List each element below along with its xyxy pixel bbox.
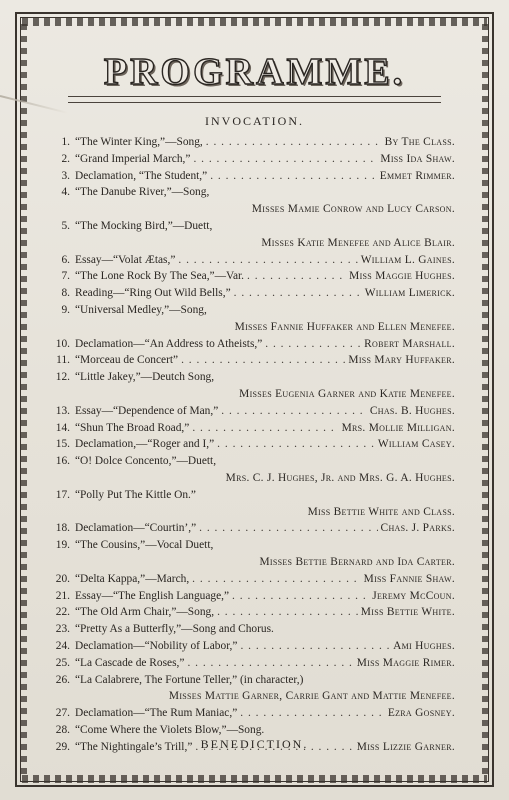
item-number: 27. <box>55 707 70 720</box>
dot-leader <box>265 336 361 353</box>
item-number: 29. <box>55 740 70 753</box>
chain-border-top <box>22 18 487 26</box>
programme-item <box>50 621 455 638</box>
item-number: 8. <box>61 287 70 300</box>
item-number: 24. <box>55 639 70 652</box>
dot-leader <box>234 285 362 302</box>
item-number: 22. <box>55 606 70 619</box>
item-number: 12. <box>55 371 70 384</box>
item-number: 26. <box>55 673 70 686</box>
item-title: “Morceau de Concert” <box>75 354 179 367</box>
dot-leader <box>217 604 358 621</box>
item-title: “The Mocking Bird,”—Duett, <box>75 219 213 232</box>
item-title: “Little Jakey,”—Deutch Song, <box>75 371 215 384</box>
programme-item <box>50 302 455 319</box>
dot-leader <box>181 352 345 369</box>
item-number: 17. <box>55 488 70 501</box>
programme-item <box>50 571 455 588</box>
programme-item <box>50 352 455 369</box>
item-number: 19. <box>55 539 70 552</box>
item-number: 14. <box>55 421 70 434</box>
dot-leader <box>192 571 360 588</box>
programme-item <box>50 420 455 437</box>
item-performer: Emmet Rimmer. <box>379 169 455 182</box>
dot-leader <box>221 403 367 420</box>
item-number: 20. <box>55 572 70 585</box>
programme-item <box>50 672 455 689</box>
programme-title: PROGRAMME. <box>103 51 406 93</box>
item-performer: Ezra Gosney. <box>387 707 455 720</box>
programme-item <box>50 453 455 470</box>
item-title: Declamation—“An Address to Atheists,” <box>75 337 263 350</box>
dot-leader <box>240 638 390 655</box>
item-title: “Grand Imperial March,” <box>75 152 191 165</box>
item-title: “The Nightingale’s Trill,” <box>75 740 193 753</box>
programme-item <box>50 604 455 621</box>
item-performer: By The Class. <box>384 136 455 148</box>
item-performer: William Limerick. <box>364 287 455 300</box>
item-number: 3. <box>61 169 70 182</box>
item-performer: Miss Mary Huffaker. <box>348 354 455 367</box>
item-number: 11. <box>56 354 70 367</box>
item-number: 7. <box>61 270 70 283</box>
programme-item <box>50 184 455 201</box>
programme-item <box>50 285 455 302</box>
item-performers-line: Misses Mattie Garner, Carrie Gant and Mattie Menefee. <box>168 690 455 703</box>
programme-item <box>50 705 455 722</box>
item-title: Declamation, “The Student,” <box>75 169 208 182</box>
chain-border-right <box>482 24 488 776</box>
programme-item <box>50 168 455 185</box>
item-title: Essay—“The English Language,” <box>75 589 230 602</box>
item-number: 25. <box>55 656 70 669</box>
item-title: “La Calabrere, The Fortune Teller,” (in character,) <box>75 673 304 686</box>
item-number: 21. <box>55 589 70 602</box>
programme-item <box>50 655 455 672</box>
item-number: 23. <box>55 623 70 636</box>
item-number: 18. <box>55 522 70 535</box>
item-title: “Pretty As a Butterfly,”—Song and Chorus. <box>75 623 274 636</box>
dot-leader <box>240 705 385 722</box>
item-performers-line: Misses Bettie Bernard and Ida Carter. <box>259 555 455 568</box>
item-performers-line: Miss Bettie White and Class. <box>307 505 455 518</box>
item-performer: Jeremy McCoun. <box>372 589 455 602</box>
item-title: “The Old Arm Chair,”—Song, <box>75 606 215 619</box>
benediction-heading: BENEDICTION. <box>200 737 309 751</box>
item-number: 28. <box>55 723 70 736</box>
item-performer: Ami Hughes. <box>393 639 455 652</box>
dot-leader <box>193 151 377 168</box>
item-number: 1. <box>61 136 70 148</box>
item-performer: Mrs. Mollie Milligan. <box>341 421 455 434</box>
dot-leader <box>206 134 382 151</box>
item-title: Declamation—“Courtin’,” <box>75 522 197 535</box>
dot-leader <box>199 520 377 537</box>
programme-item <box>50 336 455 353</box>
programme-item <box>50 638 455 655</box>
item-number: 2. <box>61 152 70 165</box>
dot-leader <box>247 268 346 285</box>
item-performers-line: Misses Eugenia Garner and Katie Menefee. <box>239 387 455 400</box>
item-number: 4. <box>61 186 70 199</box>
item-number: 16. <box>55 455 70 468</box>
item-performer: Miss Maggie Hughes. <box>349 270 455 283</box>
programme-item <box>50 588 455 605</box>
dot-leader <box>210 168 377 185</box>
invocation-heading: INVOCATION. <box>205 114 304 128</box>
programme-item <box>50 218 455 235</box>
item-title: Declamation—“The Rum Maniac,” <box>75 707 238 720</box>
dot-leader <box>232 588 369 605</box>
item-performer: Miss Bettie White. <box>360 606 455 619</box>
title-rule <box>68 96 441 103</box>
dot-leader <box>192 420 338 437</box>
programme-item <box>50 369 455 386</box>
item-performers-line: Misses Fannie Huffaker and Ellen Menefee. <box>234 320 455 333</box>
item-title: “Come Where the Violets Blow,”—Song. <box>75 723 265 736</box>
item-performer: Miss Lizzie Garner. <box>356 740 455 753</box>
item-title: “The Lone Rock By The Sea,”—Var. <box>75 270 245 283</box>
item-title: “La Cascade de Roses,” <box>75 656 185 669</box>
programme-item <box>50 436 455 453</box>
item-number: 6. <box>61 253 70 266</box>
item-title: “Universal Medley,”—Song, <box>75 303 207 316</box>
dot-leader <box>178 252 357 269</box>
item-number: 10. <box>55 337 70 350</box>
item-number: 9. <box>61 303 70 316</box>
programme-item <box>50 151 455 168</box>
item-performer: William Casey. <box>377 438 455 451</box>
item-title: “Delta Kappa,”—March, <box>75 572 190 585</box>
item-performer: William L. Gaines. <box>360 253 455 266</box>
item-title: Declamation,—“Roger and I,” <box>75 438 215 451</box>
item-title: Reading—“Ring Out Wild Bells,” <box>75 287 231 300</box>
programme-item <box>50 487 455 504</box>
item-title: “The Danube River,”—Song, <box>75 186 210 199</box>
item-performer: Miss Ida Shaw. <box>380 152 455 165</box>
item-performer: Miss Fannie Shaw. <box>363 572 455 585</box>
chain-border-left <box>21 24 27 776</box>
item-title: “Polly Put The Kittle On.” <box>75 488 196 501</box>
item-title: “O! Dolce Concento,”—Duett, <box>75 455 217 468</box>
item-title: “The Winter King,”—Song, <box>75 136 203 148</box>
item-number: 5. <box>61 219 70 232</box>
item-performers-line: Misses Mamie Conrow and Lucy Carson. <box>251 203 455 216</box>
programme-item <box>50 252 455 269</box>
programme-item <box>50 403 455 420</box>
item-title: Essay—“Volat Ætas,” <box>75 253 176 266</box>
item-title: Essay—“Dependence of Man,” <box>75 404 219 417</box>
programme-item <box>50 537 455 554</box>
dot-leader <box>187 655 353 672</box>
item-performer: Chas. B. Hughes. <box>369 404 455 417</box>
item-performer: Chas. J. Parks. <box>380 522 455 535</box>
chain-border-bottom <box>22 775 487 783</box>
programme-item <box>50 268 455 285</box>
item-number: 13. <box>55 404 70 417</box>
item-number: 15. <box>55 438 70 451</box>
item-performers-line: Mrs. C. J. Hughes, Jr. and Mrs. G. A. Hughes. <box>225 471 455 484</box>
item-title: Declamation—“Nobility of Labor,” <box>75 639 238 652</box>
programme-item <box>50 134 455 151</box>
programme-list <box>50 134 455 755</box>
dot-leader <box>217 436 375 453</box>
item-performer: Miss Maggie Rimer. <box>356 656 455 669</box>
item-title: “The Cousins,”—Vocal Duett, <box>75 539 214 552</box>
item-performers-line: Misses Katie Menefee and Alice Blair. <box>261 236 455 249</box>
item-performer: Robert Marshall. <box>364 337 455 350</box>
programme-item <box>50 520 455 537</box>
item-title: “Shun The Broad Road,” <box>75 421 190 434</box>
